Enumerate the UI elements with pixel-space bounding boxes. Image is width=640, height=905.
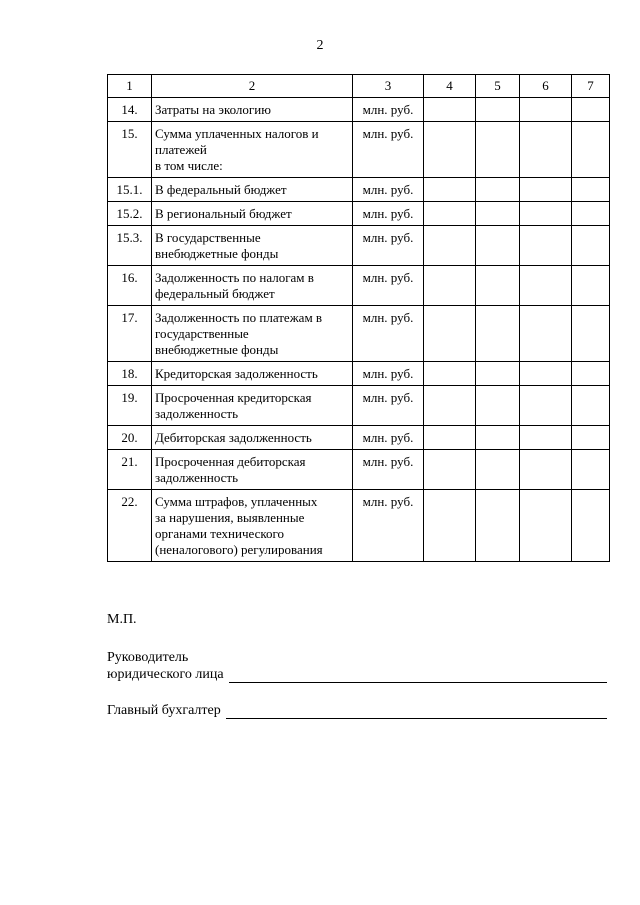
value-cell-col-6[interactable] [520, 490, 572, 562]
page-number: 2 [316, 38, 324, 53]
table-header-row [108, 75, 610, 98]
head-title-line1: Руководитель [107, 650, 189, 665]
value-cell-col-7[interactable] [572, 98, 610, 122]
row-unit: млн. руб. [353, 450, 424, 490]
row-indicator-name: В федеральный бюджет [152, 178, 353, 202]
row-indicator-name: Просроченная кредиторская задолженность [152, 386, 353, 426]
value-cell-col-4[interactable] [424, 306, 476, 362]
value-cell-col-6[interactable] [520, 450, 572, 490]
row-indicator-name: Сумма штрафов, уплаченных за нарушения, выявленные органами технического (неналогового) регулирования [152, 490, 353, 562]
row-number: 17. [108, 306, 152, 362]
value-cell-col-5[interactable] [476, 122, 520, 178]
accountant-title: Главный бухгалтер [107, 703, 221, 718]
column-header: 6 [520, 75, 572, 98]
column-header: 5 [476, 75, 520, 98]
row-unit: млн. руб. [353, 426, 424, 450]
table-row [108, 490, 610, 562]
value-cell-col-5[interactable] [476, 490, 520, 562]
head-signature-line[interactable] [229, 668, 607, 683]
row-unit: млн. руб. [353, 226, 424, 266]
value-cell-col-5[interactable] [476, 98, 520, 122]
value-cell-col-4[interactable] [424, 490, 476, 562]
value-cell-col-5[interactable] [476, 178, 520, 202]
column-header: 1 [108, 75, 152, 98]
row-number: 19. [108, 386, 152, 426]
row-number: 18. [108, 362, 152, 386]
row-number: 15.1. [108, 178, 152, 202]
row-number: 14. [108, 98, 152, 122]
table-row [108, 202, 610, 226]
table-body [108, 98, 610, 562]
row-unit: млн. руб. [353, 306, 424, 362]
table-row [108, 450, 610, 490]
row-unit: млн. руб. [353, 122, 424, 178]
value-cell-col-6[interactable] [520, 122, 572, 178]
row-unit: млн. руб. [353, 202, 424, 226]
row-number: 15.2. [108, 202, 152, 226]
value-cell-col-5[interactable] [476, 266, 520, 306]
row-number: 15. [108, 122, 152, 178]
table-row [108, 178, 610, 202]
table-row [108, 266, 610, 306]
value-cell-col-4[interactable] [424, 362, 476, 386]
table-row [108, 98, 610, 122]
value-cell-col-4[interactable] [424, 122, 476, 178]
value-cell-col-4[interactable] [424, 98, 476, 122]
row-indicator-name: Кредиторская задолженность [152, 362, 353, 386]
value-cell-col-7[interactable] [572, 450, 610, 490]
value-cell-col-5[interactable] [476, 362, 520, 386]
table-row [108, 306, 610, 362]
row-indicator-name: Просроченная дебиторская задолженность [152, 450, 353, 490]
value-cell-col-4[interactable] [424, 426, 476, 450]
row-unit: млн. руб. [353, 362, 424, 386]
value-cell-col-5[interactable] [476, 386, 520, 426]
row-unit: млн. руб. [353, 266, 424, 306]
value-cell-col-4[interactable] [424, 450, 476, 490]
row-indicator-name: Сумма уплаченных налогов и платежей в том числе: [152, 122, 353, 178]
value-cell-col-7[interactable] [572, 490, 610, 562]
row-unit: млн. руб. [353, 178, 424, 202]
row-number: 15.3. [108, 226, 152, 266]
indicators-table [107, 74, 610, 562]
column-header: 3 [353, 75, 424, 98]
column-header: 7 [572, 75, 610, 98]
value-cell-col-7[interactable] [572, 202, 610, 226]
value-cell-col-7[interactable] [572, 362, 610, 386]
value-cell-col-6[interactable] [520, 426, 572, 450]
value-cell-col-7[interactable] [572, 122, 610, 178]
value-cell-col-7[interactable] [572, 266, 610, 306]
value-cell-col-5[interactable] [476, 306, 520, 362]
value-cell-col-6[interactable] [520, 266, 572, 306]
value-cell-col-6[interactable] [520, 178, 572, 202]
row-indicator-name: В государственные внебюджетные фонды [152, 226, 353, 266]
value-cell-col-5[interactable] [476, 226, 520, 266]
row-indicator-name: Задолженность по платежам в государственные внебюджетные фонды [152, 306, 353, 362]
head-signature-block [107, 649, 607, 683]
table-row [108, 386, 610, 426]
row-unit: млн. руб. [353, 490, 424, 562]
value-cell-col-7[interactable] [572, 226, 610, 266]
row-unit: млн. руб. [353, 98, 424, 122]
table-row [108, 362, 610, 386]
row-indicator-name: Задолженность по налогам в федеральный бюджет [152, 266, 353, 306]
column-header: 4 [424, 75, 476, 98]
row-indicator-name: В региональный бюджет [152, 202, 353, 226]
table-row [108, 226, 610, 266]
stamp-place-label: М.П. [107, 612, 137, 627]
value-cell-col-6[interactable] [520, 306, 572, 362]
value-cell-col-4[interactable] [424, 266, 476, 306]
value-cell-col-5[interactable] [476, 450, 520, 490]
value-cell-col-7[interactable] [572, 306, 610, 362]
accountant-signature-block [107, 702, 607, 719]
row-indicator-name: Дебиторская задолженность [152, 426, 353, 450]
value-cell-col-5[interactable] [476, 202, 520, 226]
value-cell-col-6[interactable] [520, 362, 572, 386]
head-title-line2: юридического лица [107, 667, 224, 682]
table-row [108, 122, 610, 178]
value-cell-col-4[interactable] [424, 202, 476, 226]
row-number: 20. [108, 426, 152, 450]
row-unit: млн. руб. [353, 386, 424, 426]
row-indicator-name: Затраты на экологию [152, 98, 353, 122]
value-cell-col-6[interactable] [520, 98, 572, 122]
value-cell-col-6[interactable] [520, 226, 572, 266]
value-cell-col-4[interactable] [424, 226, 476, 266]
value-cell-col-7[interactable] [572, 386, 610, 426]
row-number: 21. [108, 450, 152, 490]
accountant-signature-line[interactable] [226, 704, 607, 719]
value-cell-col-6[interactable] [520, 386, 572, 426]
row-number: 16. [108, 266, 152, 306]
value-cell-col-7[interactable] [572, 426, 610, 450]
value-cell-col-5[interactable] [476, 426, 520, 450]
value-cell-col-6[interactable] [520, 202, 572, 226]
value-cell-col-7[interactable] [572, 178, 610, 202]
value-cell-col-4[interactable] [424, 386, 476, 426]
column-header: 2 [152, 75, 353, 98]
table-row [108, 426, 610, 450]
row-number: 22. [108, 490, 152, 562]
value-cell-col-4[interactable] [424, 178, 476, 202]
